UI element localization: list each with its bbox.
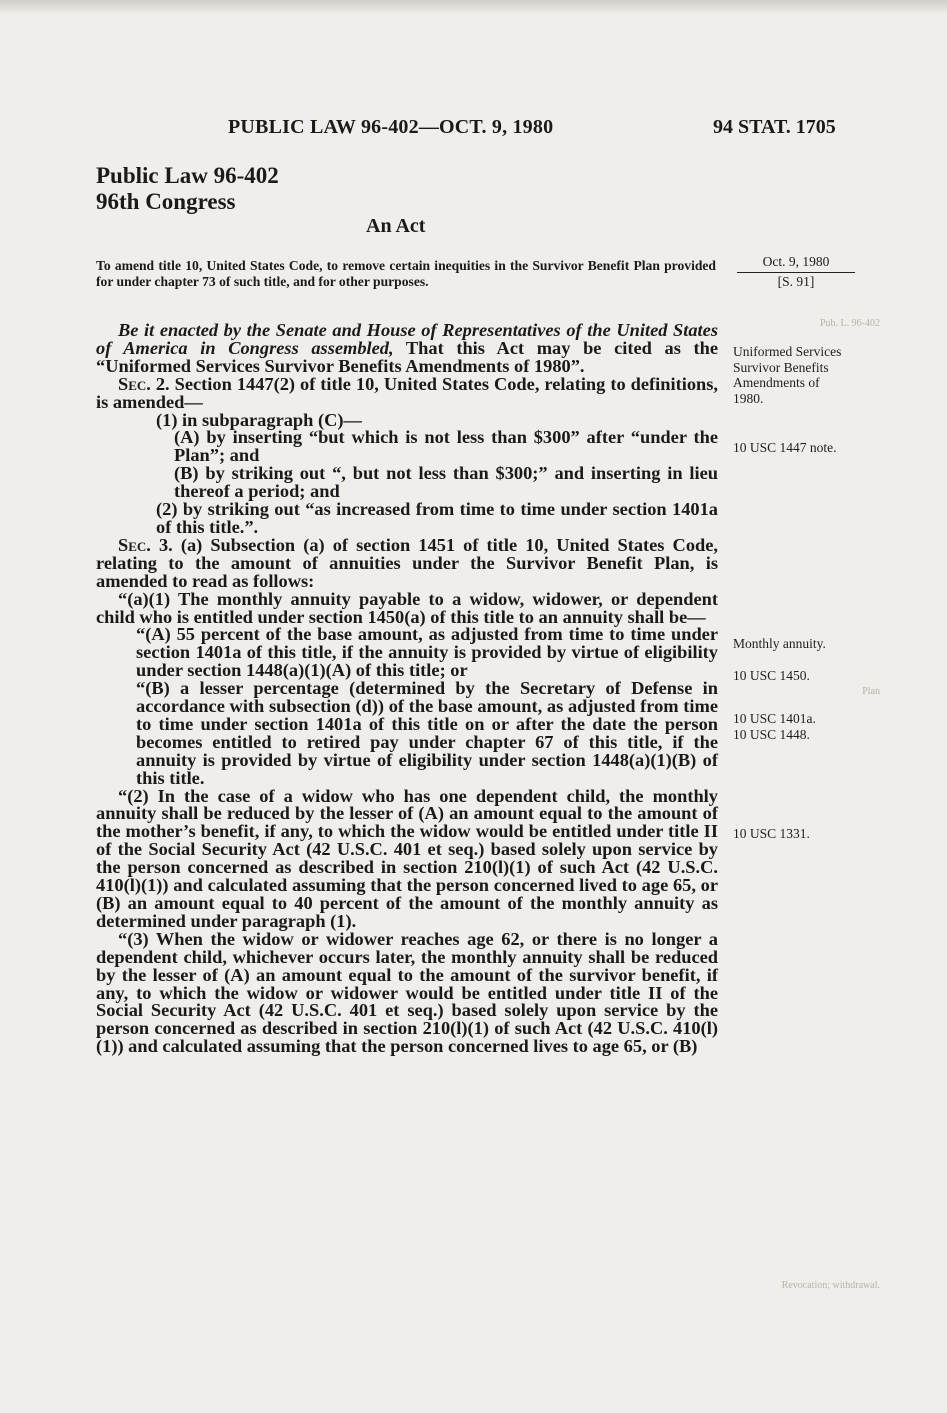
section-3 xyxy=(96,534,718,591)
subsection-a-1: “(a)(1) The monthly annuity payable to a widow, widower, or dependent child who is entitled under section 1450(a) of this title to an annuity shall be— xyxy=(96,588,718,627)
section-3-text: (a) Subsection (a) of section 1451 of title 10, United States Code, relating to the amount of annuities under the Survivor Benefit Plan, is amended to read as follows: xyxy=(96,534,718,591)
margin-bill-citation: [S. 91] xyxy=(777,274,815,289)
page-top-edge xyxy=(0,0,947,14)
subsection-a-3: “(3) When the widow or widower reaches age 62, or there is no longer a dependent child, whichever occurs later, the monthly annuity shall be reduced by the lesser of (A) an amount equal to the amount of the survivor benefit, if any, to which the widow or widower would be entitled under title II of the Social Security Act (42 U.S.C. 401 et seq.) based solely upon service by the person concerned as described in section 210(l)(1) of such Act (42 U.S.C. 410(l)(1)) and calculated assuming that the person concerned lives to age 65, or (B) xyxy=(96,928,718,1057)
law-title: Public Law 96-402 xyxy=(96,163,279,188)
margin-note-1331: 10 USC 1331. xyxy=(733,826,810,841)
subsection-a-1-A: “(A) 55 percent of the base amount, as adjusted from time to time under section 1401a of this title, if the annuity is provided by virtue of eligibility under section 1448(a)(1)(A) of this title; or xyxy=(136,624,718,681)
running-header-left: PUBLIC LAW 96-402—OCT. 9, 1980 xyxy=(228,116,554,138)
bleed-through-mid: Plan xyxy=(862,686,880,697)
section-3-label: Sec. 3. xyxy=(118,534,173,555)
margin-note-1401a: 10 USC 1401a. xyxy=(733,711,816,726)
subsection-a-2: “(2) In the case of a widow who has one dependent child, the monthly annuity shall be reduced by the lesser of (A) an amount equal to the amount of the mother’s benefit, if any, to which the widow would be entitled under title II of the Social Security Act (42 U.S.C. 401 et seq.) based solely upon service by the person concerned as described in section 210(l)(1) of such Act (42 U.S.C. 410(l)(1)) and calculated assuming that the person concerned lived to age 65, or (B) an amount equal to 40 percent of the amount of the monthly annuity as determined under paragraph (1). xyxy=(96,785,718,931)
margin-note-1450: 10 USC 1450. xyxy=(733,668,810,683)
section-2 xyxy=(96,373,718,412)
section-2-label: Sec. 2. xyxy=(118,373,170,394)
purpose-clause: To amend title 10, United States Code, to remove certain inequities in the Survivor Benefit Plan provided for under chapter 73 of such title, and for other purposes. xyxy=(96,258,716,289)
margin-note-1448: 10 USC 1448. xyxy=(733,727,810,742)
section-2-text: Section 1447(2) of title 10, United States Code, relating to definitions, is amended— xyxy=(96,373,718,412)
subsection-a-1-B: “(B) a lesser percentage (determined by the Secretary of Defense in accordance with subsection (d)) of the base amount, as adjusted from time to time under section 1401a of this title on or after the date the person becomes entitled to retired pay under chapter 67 of this title, if the annuity is provided by virtue of eligibility under section 1448(a)(1)(B) of this title. xyxy=(136,678,718,788)
section-2-subpara-A: (A) by inserting “but which is not less than $300” after “under the Plan”; and xyxy=(174,427,718,466)
margin-date: Oct. 9, 1980 xyxy=(737,254,855,273)
margin-note-1447: 10 USC 1447 note. xyxy=(733,440,837,455)
enacting-clause xyxy=(96,322,718,376)
act-body xyxy=(96,322,718,1056)
enacting-clause-italic: Be it enacted by the Senate and House of Representatives of the United States of America in Congress assembled, xyxy=(96,320,718,358)
congress-label: 96th Congress xyxy=(96,189,236,214)
running-header-right: 94 STAT. 1705 xyxy=(713,116,836,138)
margin-note-short-title: Uniformed Services Survivor Benefits Amendments of 1980. xyxy=(733,344,842,406)
enacting-clause-rest: That this Act may be cited as the “Uniformed Services Survivor Benefits Amendments of 1980”. xyxy=(96,337,718,376)
section-2-para-1: (1) in subparagraph (C)— xyxy=(156,409,362,430)
section-2-subpara-B: (B) by striking out “, but not less than $300;” and inserting in lieu thereof a period; and xyxy=(174,463,718,502)
bleed-through-bottom: Revocation; withdrawal. xyxy=(781,1280,880,1291)
section-2-para-2: (2) by striking out “as increased from time to time under section 1401a of this title.”. xyxy=(156,499,718,537)
act-heading: An Act xyxy=(366,215,426,237)
margin-note-monthly-annuity: Monthly annuity. xyxy=(733,636,826,651)
bleed-through-top: Pub. L. 96-402 xyxy=(820,318,880,329)
